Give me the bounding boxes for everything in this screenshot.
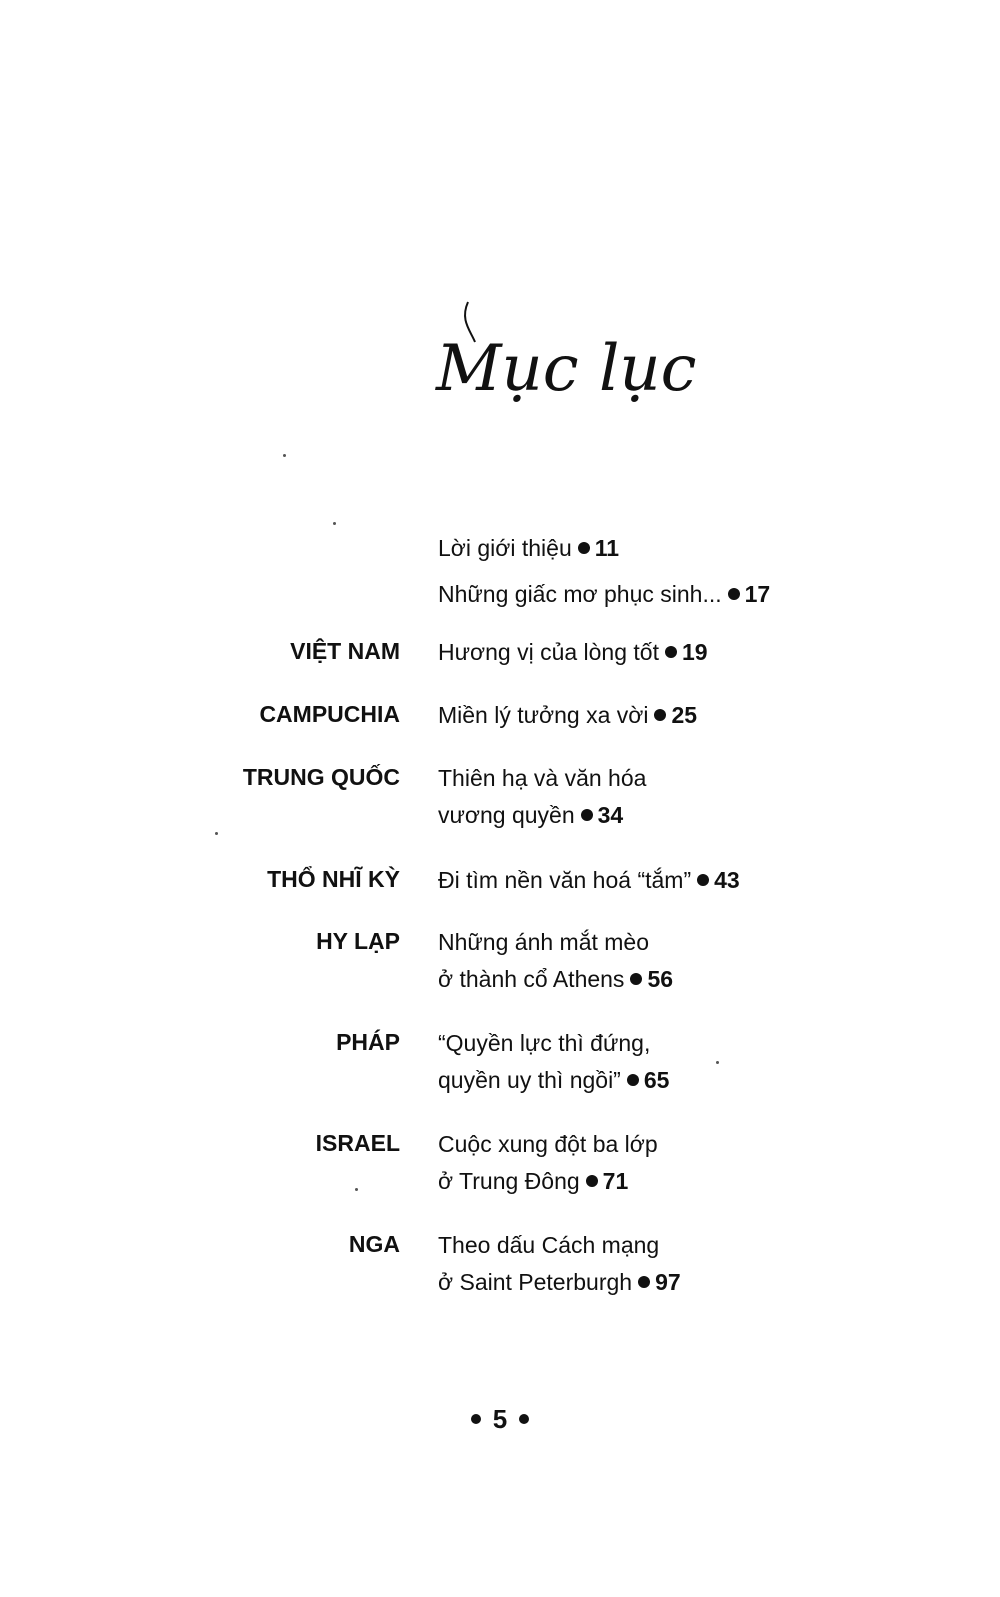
toc-page-number: 71	[602, 1168, 629, 1194]
toc-page-number: 34	[597, 802, 624, 828]
bullet-icon	[586, 1175, 598, 1187]
bullet-icon	[630, 973, 642, 985]
toc-entry-line	[438, 862, 740, 899]
toc-entry-line	[438, 1264, 681, 1301]
toc-country: VIỆT NAM	[290, 638, 400, 664]
page-title-text: Mục lục	[436, 332, 697, 406]
toc-page-number: 43	[714, 867, 740, 893]
scan-speck	[333, 522, 336, 525]
toc-entry-line	[438, 1227, 681, 1264]
toc-entry-line	[438, 760, 646, 797]
bullet-icon	[728, 588, 740, 600]
toc-entry-text: ở thành cổ Athens	[438, 966, 625, 992]
toc-country: PHÁP	[336, 1029, 400, 1055]
toc-entry	[438, 760, 646, 834]
bullet-icon	[697, 874, 709, 886]
toc-entry-text: ở Saint Peterburgh	[438, 1269, 633, 1295]
toc-country: ISRAEL	[315, 1130, 400, 1156]
toc-entry-text: Lời giới thiệu	[438, 535, 572, 561]
toc-page-number: 17	[744, 581, 771, 607]
scan-speck	[215, 832, 218, 835]
toc-entry-line	[438, 1025, 669, 1062]
toc-entry-line	[438, 1163, 658, 1200]
toc-entry-line	[438, 576, 770, 613]
toc-entry-text: Những giấc mơ phục sinh...	[438, 581, 722, 607]
toc-entry	[438, 1025, 669, 1099]
toc-entry-line	[438, 961, 673, 998]
toc-country: NGA	[348, 1231, 400, 1257]
toc-page-number: 11	[594, 535, 620, 561]
toc-entry	[438, 530, 619, 567]
toc-entry-line	[438, 1062, 669, 1099]
toc-entry-text: Thiên hạ và văn hóa	[438, 765, 647, 791]
toc-entry-text: “Quyền lực thì đứng,	[438, 1030, 651, 1056]
toc-page-number: 56	[647, 966, 674, 992]
toc-country: CAMPUCHIA	[259, 701, 400, 727]
toc-country: TRUNG QUỐC	[242, 764, 400, 790]
scan-speck	[355, 1188, 358, 1191]
bullet-icon	[519, 1414, 529, 1424]
toc-entry-line	[438, 634, 708, 671]
toc-page-number: 97	[655, 1269, 681, 1295]
toc-entry-text: Hương vị của lòng tốt	[438, 639, 659, 665]
toc-entry-line	[438, 797, 646, 834]
toc-entry	[438, 924, 673, 998]
toc-page-number: 25	[671, 702, 698, 728]
toc-page-number: 19	[681, 639, 708, 665]
toc-country: HY LẠP	[316, 928, 400, 954]
bullet-icon	[578, 542, 590, 554]
bullet-icon	[627, 1074, 639, 1086]
page-title	[430, 290, 697, 430]
bullet-icon	[581, 809, 593, 821]
toc-entry-line	[438, 1126, 658, 1163]
scan-speck	[716, 1061, 719, 1064]
toc-entry-line	[438, 924, 673, 961]
bullet-icon	[665, 646, 677, 658]
toc-page-number: 65	[643, 1067, 670, 1093]
scan-speck	[283, 454, 286, 457]
toc-country: THỔ NHĨ KỲ	[267, 866, 400, 892]
toc-entry-text: vương quyền	[438, 802, 575, 828]
toc-entry-text: Những ánh mắt mèo	[438, 929, 650, 955]
toc-entry-text: Cuộc xung đột ba lớp	[438, 1131, 658, 1157]
toc-entry-line	[438, 697, 697, 734]
toc-entry	[438, 576, 770, 613]
bullet-icon	[471, 1414, 481, 1424]
toc-entry-text: ở Trung Đông	[438, 1168, 580, 1194]
bullet-icon	[654, 709, 666, 721]
toc-entry-text: Theo dấu Cách mạng	[438, 1232, 660, 1258]
toc-entry-text: Miền lý tưởng xa vời	[438, 702, 649, 728]
page-number-value: 5	[492, 1404, 508, 1434]
toc-entry-line	[438, 530, 619, 567]
toc-entry	[438, 862, 740, 899]
toc-entry	[438, 1126, 658, 1200]
page-number	[0, 1404, 1000, 1435]
toc-entry-text: quyền uy thì ngồi”	[438, 1067, 621, 1093]
toc-entry-text: Đi tìm nền văn hoá “tắm”	[438, 867, 692, 893]
toc-entry	[438, 634, 708, 671]
bullet-icon	[638, 1276, 650, 1288]
toc-entry	[438, 1227, 681, 1301]
toc-entry	[438, 697, 697, 734]
